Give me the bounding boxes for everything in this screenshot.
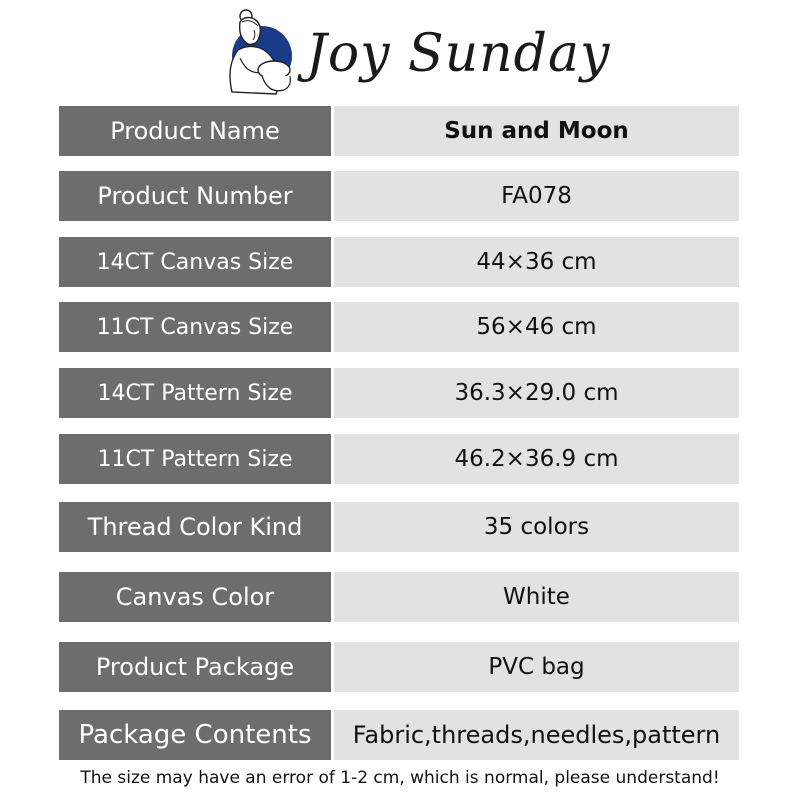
spec-row-package-contents: [59, 710, 739, 760]
spec-value: 44×36 cm: [334, 237, 739, 287]
spec-label: Canvas Color: [59, 572, 331, 622]
spec-row-11ct-pattern-size: [59, 434, 739, 484]
spec-row-product-number: [59, 171, 739, 221]
spec-row-product-package: [59, 642, 739, 692]
spec-value: 46.2×36.9 cm: [334, 434, 739, 484]
spec-label: Product Number: [59, 171, 331, 221]
size-error-note: The size may have an error of 1-2 cm, which is normal, please understand!: [80, 768, 720, 788]
spec-row-14ct-canvas-size: [59, 237, 739, 287]
spec-value: 36.3×29.0 cm: [334, 368, 739, 418]
spec-label: Package Contents: [59, 710, 331, 760]
spec-row-11ct-canvas-size: [59, 302, 739, 352]
spec-label: Thread Color Kind: [59, 502, 331, 552]
spec-label: Product Name: [59, 106, 331, 156]
brand-wordmark: Joy Sunday: [306, 24, 611, 84]
spec-label: 11CT Pattern Size: [59, 434, 331, 484]
spec-row-thread-color-kind: [59, 502, 739, 552]
spec-value: PVC bag: [334, 642, 739, 692]
spec-value: Fabric,threads,needles,pattern: [334, 710, 739, 760]
spec-value: 35 colors: [334, 502, 739, 552]
spec-row-canvas-color: [59, 572, 739, 622]
spec-table: [59, 106, 739, 762]
spec-label: 14CT Canvas Size: [59, 237, 331, 287]
spec-row-14ct-pattern-size: [59, 368, 739, 418]
spec-value: 56×46 cm: [334, 302, 739, 352]
spec-label: 14CT Pattern Size: [59, 368, 331, 418]
spec-label: Product Package: [59, 642, 331, 692]
spec-value: Sun and Moon: [334, 106, 739, 156]
woman-embroidering-logo: [218, 6, 302, 98]
spec-value: FA078: [334, 171, 739, 221]
spec-value: White: [334, 572, 739, 622]
spec-row-product-name: [59, 106, 739, 156]
spec-label: 11CT Canvas Size: [59, 302, 331, 352]
brand-header: [0, 0, 800, 100]
